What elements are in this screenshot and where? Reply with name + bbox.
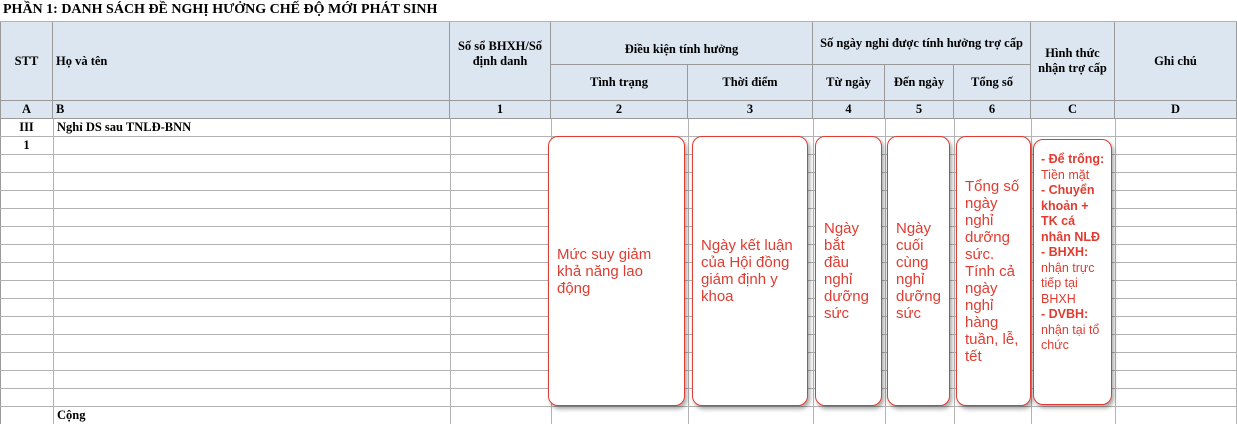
header-den-ngay: Đến ngày [885,65,954,101]
note-cash-text: Tiền mặt [1041,167,1090,182]
header-so-ngay-nghi: Số ngày nghỉ được tính hưởng trợ cấp [813,22,1031,65]
grid-line [1115,119,1116,424]
code-cell: 6 [954,101,1031,119]
group-label: Nghỉ DS sau TNLĐ-BNN [57,120,192,134]
callout-tong-so: Tổng số ngày nghỉ dưỡng sức. Tính cả ngày nghỉ hàng tuần, lễ, tết [956,136,1031,406]
header-hinh-thuc: Hình thức nhận trợ cấp [1031,22,1115,101]
note-dvbh-label: - DVBH: [1041,307,1089,321]
code-cell: D [1115,101,1237,119]
code-cell: A [0,101,53,119]
grid-line [450,119,451,424]
grid-line [885,119,886,424]
code-cell: B [53,101,450,119]
grid-line [688,119,689,424]
note-dvbh-text: nhận tại tổ chức [1041,322,1100,352]
section-title: PHẦN 1: DANH SÁCH ĐỀ NGHỊ HƯỞNG CHẾ ĐỘ MỚI PHÁT SINH [3,2,438,17]
header-tong-so: Tổng số [954,65,1031,101]
note-bhxh-label: - BHXH: [1041,245,1089,259]
code-cell: 5 [885,101,954,119]
callout-tinh-trang: Mức suy giảm khả năng lao động [548,136,685,406]
callout-tu-ngay: Ngày bắt đầu nghỉ dưỡng sức [815,136,882,406]
header-thoi-diem: Thời điểm [688,65,813,101]
note-transfer-label: - Chuyển khoản + TK cá nhân NLĐ [1041,183,1101,244]
code-cell: 1 [450,101,551,119]
header-stt: STT [0,22,53,101]
code-cell: 3 [688,101,813,119]
note-bhxh-text: nhận trực tiếp tại BHXH [1041,260,1095,306]
callout-den-ngay: Ngày cuối cùng nghỉ dưỡng sức [887,136,950,406]
grid-line [0,406,1237,407]
header-ghi-chu: Ghi chú [1115,22,1237,101]
header-dieu-kien: Điều kiện tính hưởng [551,22,813,65]
header-ho-ten: Họ và tên [53,22,450,101]
group-stt: III [19,120,34,134]
grid-line [1031,119,1032,424]
callout-thoi-diem: Ngày kết luận của Hội đồng giám định y khoa [692,136,808,406]
header-tu-ngay: Từ ngày [813,65,885,101]
code-cell: 2 [551,101,688,119]
code-cell: C [1031,101,1115,119]
code-cell: 4 [813,101,885,119]
note-cash-label: - Để trống: [1041,152,1105,166]
header-tinh-trang: Tình trạng [551,65,688,101]
callout-hinh-thuc [1033,139,1112,405]
grid-line [954,119,955,424]
grid-line [813,119,814,424]
header-so-bhxh: Số sổ BHXH/Số định danh [450,22,551,101]
row-index: 1 [23,138,30,152]
grid-line [53,119,54,424]
total-label: Cộng [57,408,86,422]
